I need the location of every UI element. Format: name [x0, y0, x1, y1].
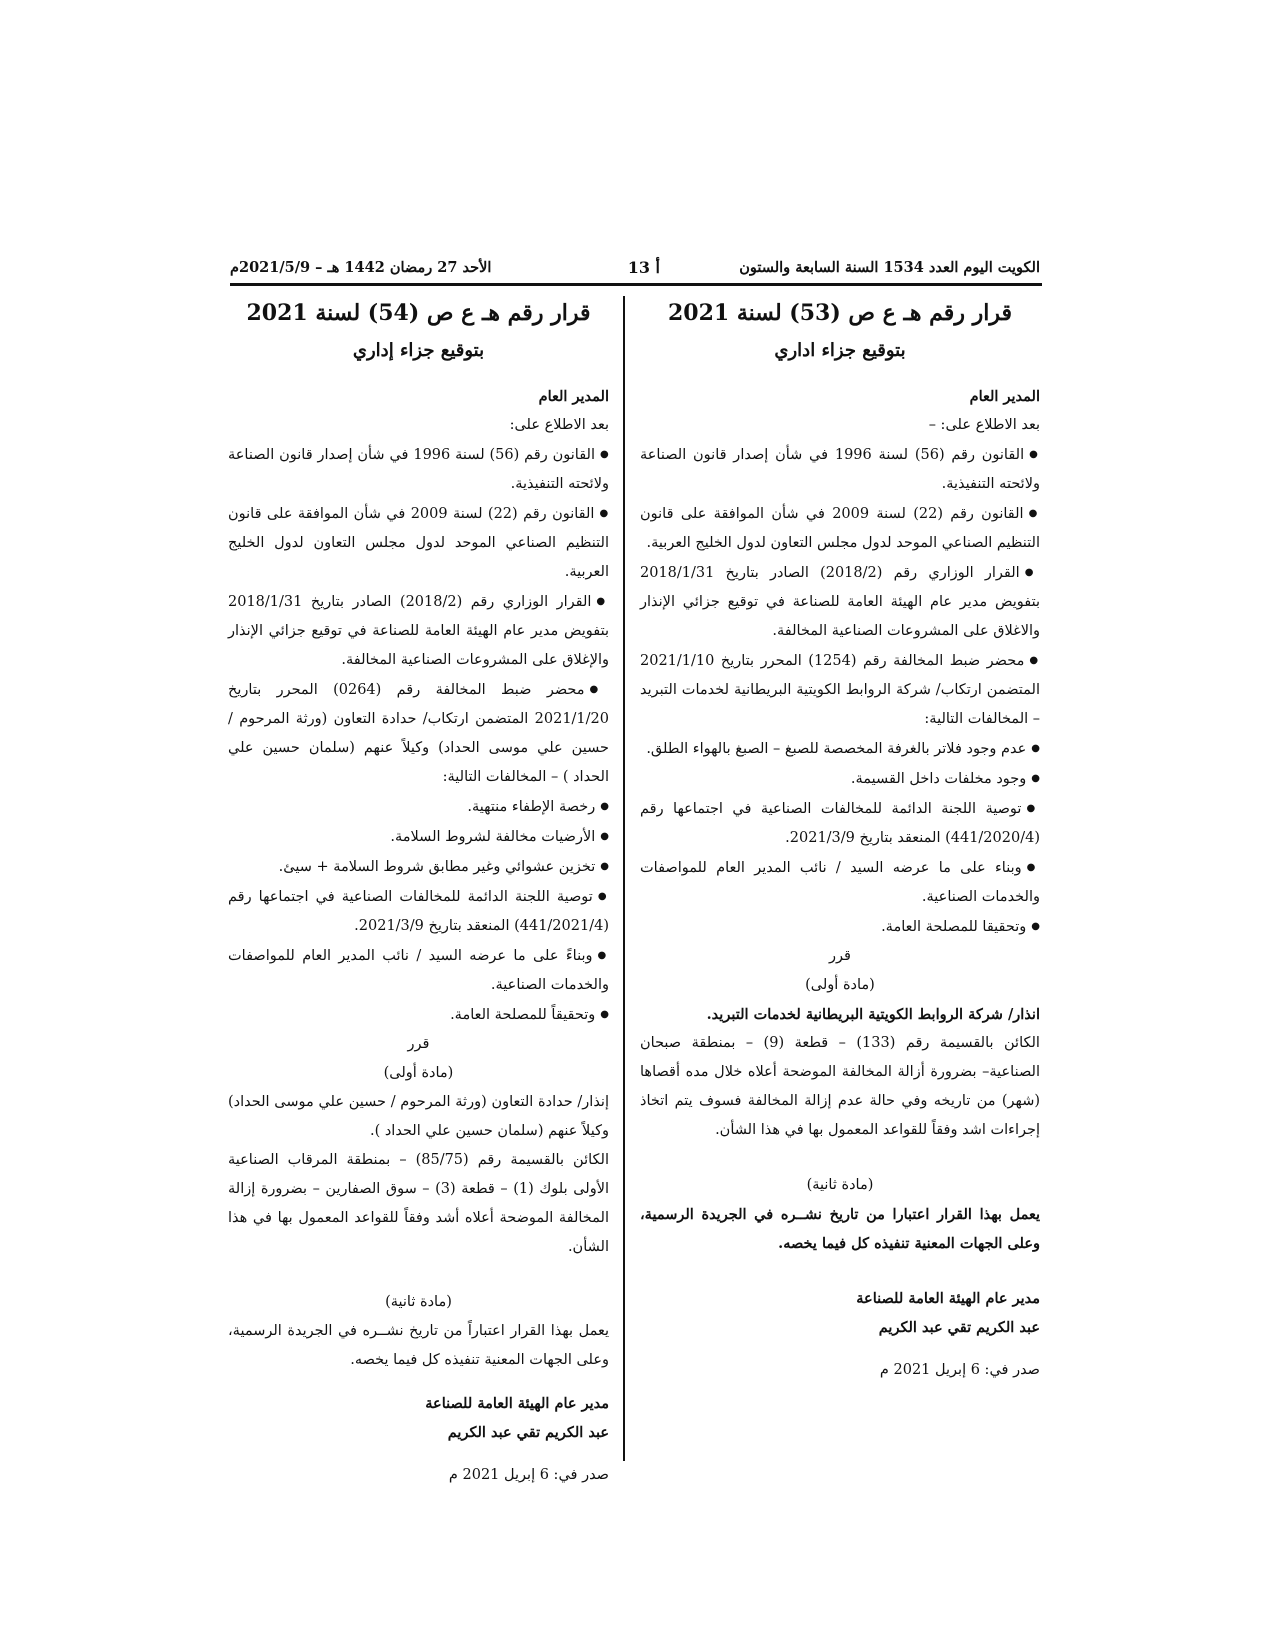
- list-item: ● القرار الوزاري رقم (2018/2) الصادر بتاريخ 2018/1/31 بتفويض مدير عام الهيئة العامة للصناعة في توقيع جزائي الإنذار والإغلاق على المشروعات الصناعية المخالفة.: [228, 587, 609, 675]
- director-label: المدير العام: [538, 388, 609, 405]
- article-1-line: الكائن بالقسيمة رقم (85/75) – بمنطقة المرقاب الصناعية الأولى بلوك (1) – قطعة (3) – سوق الصفارين – بضرورة إزالة المخالفة الموضحة أعلاه أشد وفقاً للقواعد المعمول بها في هذا الشأن.: [228, 1152, 609, 1255]
- article-1-line: انذار/ شركة الروابط الكويتية البريطانية لخدمات التبريد.: [706, 1006, 1040, 1023]
- list-item: ● عدم وجود فلاتر بالغرفة المخصصة للصبغ – الصبغ بالهواء الطلق.: [640, 734, 1040, 764]
- article-1-heading: (مادة أولى): [805, 977, 875, 993]
- list-item: ● رخصة الإطفاء منتهية.: [228, 792, 609, 822]
- article-2-heading: (مادة ثانية): [385, 1294, 452, 1310]
- decided-label: قرر: [829, 948, 851, 964]
- list-item: ● القانون رقم (22) لسنة 2009 في شأن الموافقة على قانون التنظيم الصناعي الموحد لدول مجلس التعاون لدول الخليج العربية.: [228, 499, 609, 587]
- decision-title: قرار رقم هـ ع ص (54) لسنة 2021: [246, 300, 591, 326]
- list-item: ● وبناء على ما عرضه السيد / نائب المدير العام للمواصفات والخدمات الصناعية.: [640, 853, 1040, 912]
- list-item: ● محضر ضبط المخالفة رقم (0264) المحرر بتاريخ 2021/1/20 المتضمن ارتكاب/ حدادة التعاون (ورثة المرحوم / حسين علي موسى الحداد) وكيلاً عنهم (سلمان حسين علي الحداد ) – المخالفات التالية:: [228, 675, 609, 792]
- page-header: [230, 256, 1040, 282]
- article-1-line: إنذار/ حدادة التعاون (ورثة المرحوم / حسين علي موسى الحداد) وكيلاً عنهم (سلمان حسين علي الحداد ).: [228, 1094, 609, 1139]
- list-item: ● القرار الوزاري رقم (2018/2) الصادر بتاريخ 2018/1/31 بتفويض مدير عام الهيئة العامة للصناعة في توقيع جزائي الإنذار والاغلاق على المشروعات الصناعية المخالفة.: [640, 558, 1040, 646]
- list-item: ● وتحقيقا للمصلحة العامة.: [640, 912, 1040, 942]
- issued-date: صدر في: 6 إبريل 2021 م: [448, 1467, 609, 1483]
- after-review-label: بعد الاطلاع على:: [509, 417, 609, 433]
- article-1-heading: (مادة أولى): [383, 1065, 454, 1081]
- article-1-line: الكائن بالقسيمة رقم (133) – قطعة (9) – بمنطقة صبحان الصناعية– بضرورة أزالة المخالفة الموضحة أعلاه خلال مده أقصاها (شهر) من تاريخه وفي حالة عدم إزالة المخالفة فسوف يتم اتخاذ إجراءات اشد وفقاً للقواعد المعمول بها في هذا الشأن.: [640, 1035, 1040, 1138]
- signature-name: عبد الكريم تقي عبد الكريم: [447, 1424, 609, 1441]
- decision-subtitle: بتوقيع جزاء اداري: [774, 340, 906, 361]
- header-page-number: أ 13: [627, 258, 660, 277]
- signature-title: مدير عام الهيئة العامة للصناعة: [856, 1290, 1040, 1307]
- list-item: ● توصية اللجنة الدائمة للمخالفات الصناعية في اجتماعها رقم (441/2020/4) المنعقد بتاريخ 2021/3/9.: [640, 794, 1040, 853]
- list-item: ● تخزين عشوائي وغير مطابق شروط السلامة + سيئ.: [228, 852, 609, 882]
- article-2-text: يعمل بهذا القرار اعتباراً من تاريخ نشــره في الجريدة الرسمية، وعلى الجهات المعنية تنفيذه كل فيما يخصه.: [228, 1323, 609, 1368]
- header-rule: [230, 283, 1042, 286]
- list-item: ● الأرضيات مخالفة لشروط السلامة.: [228, 822, 609, 852]
- decision-title: قرار رقم هـ ع ص (53) لسنة 2021: [667, 300, 1012, 326]
- decision-54-column: [228, 296, 609, 1490]
- article-2-text: يعمل بهذا القرار اعتبارا من تاريخ نشــره في الجريدة الرسمية، وعلى الجهات المعنية تنفيذه كل فيما يخصه.: [640, 1206, 1040, 1252]
- list-item: ● توصية اللجنة الدائمة للمخالفات الصناعية في اجتماعها رقم (441/2021/4) المنعقد بتاريخ 2021/3/9.: [228, 882, 609, 941]
- header-issue-info: الكويت اليوم العدد 1534 السنة السابعة والستون: [739, 259, 1040, 276]
- list-item: ● وبناءً على ما عرضه السيد / نائب المدير العام للمواصفات والخدمات الصناعية.: [228, 941, 609, 1000]
- list-item: ● وجود مخلفات داخل القسيمة.: [640, 764, 1040, 794]
- issued-date: صدر في: 6 إبريل 2021 م: [879, 1362, 1040, 1378]
- list-item: ● محضر ضبط المخالفة رقم (1254) المحرر بتاريخ 2021/1/10 المتضمن ارتكاب/ شركة الروابط الكويتية البريطانية لخدمات التبريد – المخالفات التالية:: [640, 646, 1040, 734]
- header-date: الأحد 27 رمضان 1442 هـ – 2021/5/9م: [230, 259, 492, 276]
- signature-title: مدير عام الهيئة العامة للصناعة: [425, 1395, 609, 1412]
- decided-label: قرر: [407, 1036, 430, 1052]
- list-item: ● القانون رقم (22) لسنة 2009 في شأن الموافقة على قانون التنظيم الصناعي الموحد لدول مجلس التعاون لدول الخليج العربية.: [640, 499, 1040, 558]
- list-item: ● القانون رقم (56) لسنة 1996 في شأن إصدار قانون الصناعة ولائحته التنفيذية.: [640, 440, 1040, 499]
- list-item: ● وتحقيقاً للمصلحة العامة.: [228, 1000, 609, 1030]
- decision-subtitle: بتوقيع جزاء إداري: [352, 340, 485, 361]
- signature-name: عبد الكريم تقي عبد الكريم: [878, 1319, 1040, 1336]
- article-2-heading: (مادة ثانية): [806, 1177, 874, 1193]
- list-item: ● القانون رقم (56) لسنة 1996 في شأن إصدار قانون الصناعة ولائحته التنفيذية.: [228, 440, 609, 499]
- column-divider: [623, 296, 625, 1461]
- director-label: المدير العام: [969, 388, 1040, 405]
- after-review-label: بعد الاطلاع على: –: [928, 417, 1040, 433]
- decision-53-column: [640, 296, 1040, 1385]
